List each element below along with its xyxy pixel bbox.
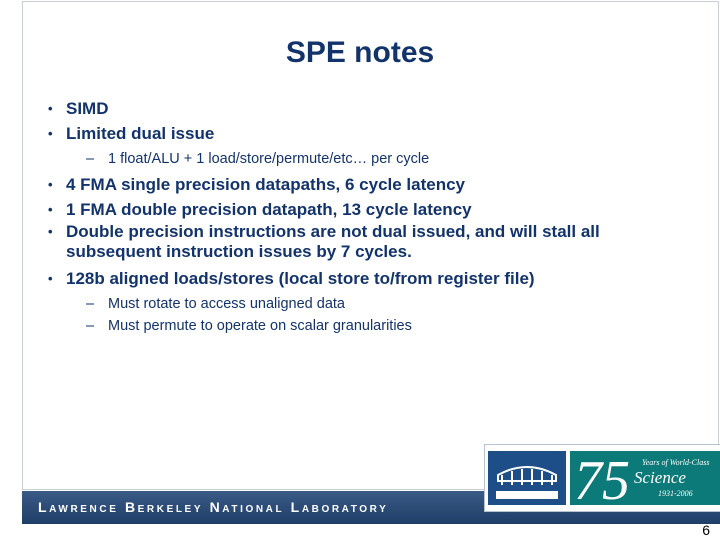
bullet-simd <box>48 96 648 121</box>
bullet-dual-issue <box>48 121 648 146</box>
bullet-text: Limited dual issue <box>66 124 215 143</box>
sub-bullet-permute <box>48 315 648 337</box>
anniversary-caption: Years of World-Class <box>642 458 710 467</box>
sub-bullet-text: Must permute to operate on scalar granularities <box>108 318 412 334</box>
bullet-aligned-loads <box>48 266 648 291</box>
bullet-text-line2: subsequent instruction issues by 7 cycles. <box>66 242 412 261</box>
sub-bullet-rotate <box>48 293 648 315</box>
bullet-dot: • <box>48 202 53 217</box>
sub-bullet-dash: – <box>86 151 95 167</box>
bullet-fma-double <box>48 197 648 222</box>
sub-bullet-text: Must rotate to access unaligned data <box>108 296 345 312</box>
lab-building-logo <box>488 451 566 505</box>
anniversary-number: 75 <box>574 451 630 505</box>
anniversary-75-logo <box>570 451 720 505</box>
bullet-text: 4 FMA single precision datapaths, 6 cycle latency <box>66 175 466 194</box>
sub-bullet-dash: – <box>86 318 95 334</box>
anniversary-years: 1931-2006 <box>658 489 693 498</box>
bullet-dot: • <box>48 101 53 116</box>
lab-name: Lawrence Berkeley National Laboratory <box>38 499 389 515</box>
bullet-text: 1 FMA double precision datapath, 13 cycle latency <box>66 200 472 219</box>
bullet-text-line1: Double precision instructions are not dual issued, and will stall all <box>66 222 600 241</box>
page-number: 6 <box>702 522 710 538</box>
slide-content <box>48 96 648 337</box>
sub-bullet-text: 1 float/ALU + 1 load/store/permute/etc… per cycle <box>108 151 430 167</box>
bullet-text: 128b aligned loads/stores (local store to/from register file) <box>66 269 535 288</box>
bullet-dot: • <box>48 271 53 286</box>
slide-title: SPE notes <box>285 36 435 69</box>
bullet-dot: • <box>48 177 53 192</box>
bullet-dot: • <box>48 126 53 141</box>
bullet-fma-single <box>48 172 648 197</box>
bullet-double-precision <box>48 222 648 262</box>
anniversary-word: Science <box>634 468 686 487</box>
sub-bullet-dash: – <box>86 296 95 312</box>
bullet-text: SIMD <box>66 99 109 118</box>
bullet-dot: • <box>48 224 53 239</box>
sub-bullet-float-alu <box>48 148 648 170</box>
